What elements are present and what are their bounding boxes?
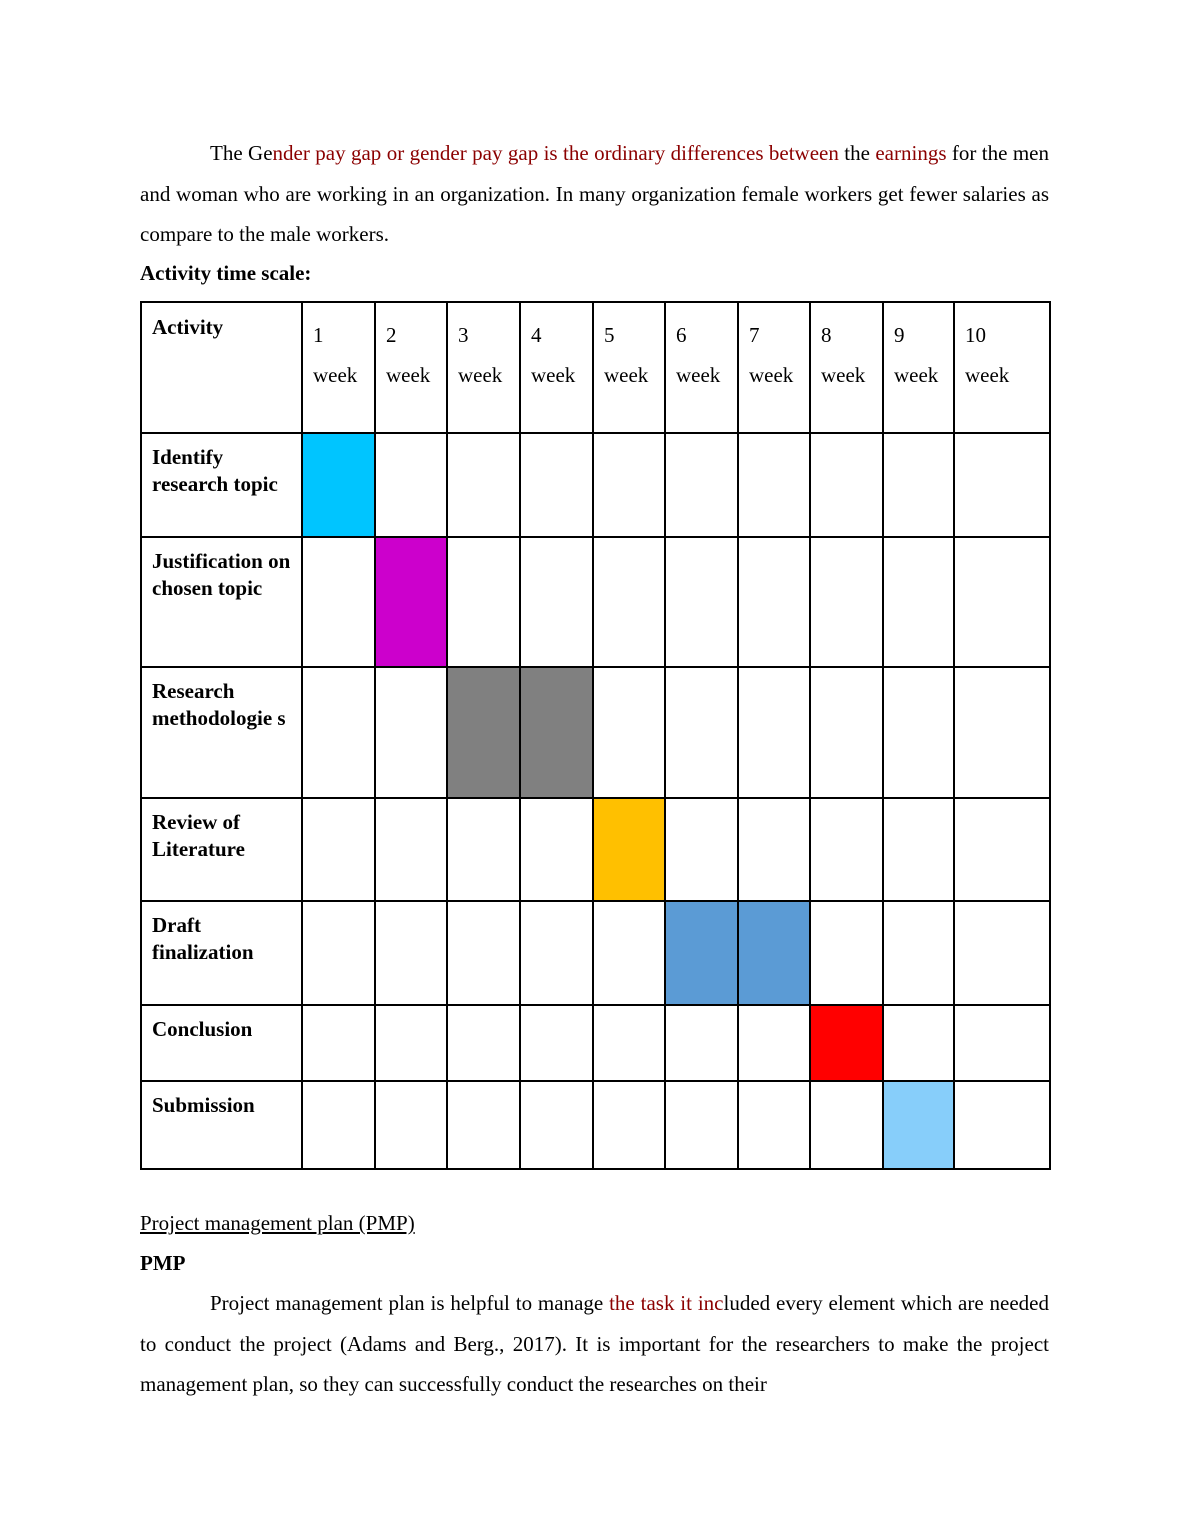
- gantt-empty-cell: [883, 537, 954, 667]
- gantt-empty-cell: [954, 1081, 1050, 1169]
- gantt-empty-cell: [810, 901, 883, 1005]
- week-number: 8: [821, 323, 832, 347]
- activity-name: Justification on chosen topic: [141, 537, 302, 667]
- gantt-empty-cell: [954, 798, 1050, 901]
- week-label: week: [676, 363, 721, 387]
- gantt-empty-cell: [883, 798, 954, 901]
- gantt-empty-cell: [738, 1081, 810, 1169]
- gantt-empty-cell: [954, 667, 1050, 798]
- gantt-empty-cell: [375, 433, 447, 537]
- gantt-bar-cell: [665, 901, 738, 1005]
- activity-name: Research methodologie s: [141, 667, 302, 798]
- week-number: 1: [313, 323, 324, 347]
- gantt-empty-cell: [883, 433, 954, 537]
- gantt-empty-cell: [954, 537, 1050, 667]
- gantt-empty-cell: [302, 1005, 375, 1081]
- gantt-empty-cell: [447, 798, 520, 901]
- activity-name: Submission: [141, 1081, 302, 1169]
- gantt-empty-cell: [593, 667, 665, 798]
- table-row: [141, 1005, 1050, 1081]
- pmp-text-2: luded every element which are needed to conduct the project (Adams and Berg., 2017). It is important for the researchers to make the project management plan, so they can successfully conduct the researches on their: [140, 1291, 1049, 1396]
- gantt-empty-cell: [302, 537, 375, 667]
- week-label: week: [531, 363, 576, 387]
- gantt-empty-cell: [302, 798, 375, 901]
- intro-text-highlight-1: nder pay gap or gender pay gap is the ordinary differences between: [272, 141, 839, 165]
- header-week-8: [810, 302, 883, 433]
- header-week-7: [738, 302, 810, 433]
- gantt-empty-cell: [810, 537, 883, 667]
- gantt-empty-cell: [447, 1081, 520, 1169]
- gantt-empty-cell: [447, 1005, 520, 1081]
- gantt-empty-cell: [665, 433, 738, 537]
- week-label: week: [894, 363, 939, 387]
- pmp-paragraph: [140, 1283, 1049, 1405]
- header-activity: Activity: [141, 302, 302, 433]
- gantt-empty-cell: [593, 537, 665, 667]
- gantt-bar-cell: [738, 901, 810, 1005]
- gantt-empty-cell: [447, 537, 520, 667]
- gantt-empty-cell: [302, 667, 375, 798]
- gantt-empty-cell: [883, 1005, 954, 1081]
- header-week-5: [593, 302, 665, 433]
- intro-text-1: The Ge: [210, 141, 273, 165]
- pmp-section: [140, 1203, 1049, 1405]
- table-row: [141, 901, 1050, 1005]
- week-number: 6: [676, 323, 687, 347]
- table-row: [141, 667, 1050, 798]
- gantt-empty-cell: [665, 798, 738, 901]
- week-number: 3: [458, 323, 469, 347]
- gantt-empty-cell: [375, 798, 447, 901]
- pmp-text-1: Project management plan is helpful to manage: [210, 1291, 610, 1315]
- gantt-bar-cell: [520, 667, 593, 798]
- gantt-empty-cell: [954, 1005, 1050, 1081]
- gantt-empty-cell: [375, 1081, 447, 1169]
- gantt-bar-cell: [375, 537, 447, 667]
- gantt-empty-cell: [520, 1005, 593, 1081]
- intro-paragraph: [140, 133, 1049, 255]
- gantt-empty-cell: [883, 667, 954, 798]
- gantt-empty-cell: [520, 537, 593, 667]
- activity-name: Draft finalization: [141, 901, 302, 1005]
- header-week-3: [447, 302, 520, 433]
- gantt-empty-cell: [593, 1081, 665, 1169]
- week-number: 7: [749, 323, 760, 347]
- week-label: week: [386, 363, 431, 387]
- gantt-empty-cell: [375, 667, 447, 798]
- gantt-empty-cell: [954, 901, 1050, 1005]
- gantt-empty-cell: [738, 537, 810, 667]
- gantt-empty-cell: [954, 433, 1050, 537]
- gantt-bar-cell: [447, 667, 520, 798]
- week-label: week: [604, 363, 649, 387]
- week-number: 10: [965, 323, 986, 347]
- gantt-bar-cell: [593, 798, 665, 901]
- gantt-empty-cell: [302, 901, 375, 1005]
- gantt-empty-cell: [883, 901, 954, 1005]
- week-label: week: [749, 363, 794, 387]
- intro-text-3: for the men and woman who are working in an organization. In many organization female workers get fewer salaries as compare to the male workers.: [140, 141, 1050, 246]
- gantt-empty-cell: [665, 667, 738, 798]
- gantt-empty-cell: [665, 1005, 738, 1081]
- table-header-row: [141, 302, 1050, 433]
- gantt-empty-cell: [447, 901, 520, 1005]
- pmp-heading: PMP: [140, 1251, 186, 1275]
- week-number: 4: [531, 323, 542, 347]
- intro-text-highlight-2: earnings: [875, 141, 947, 165]
- week-label: week: [965, 363, 1010, 387]
- gantt-empty-cell: [520, 1081, 593, 1169]
- gantt-empty-cell: [593, 901, 665, 1005]
- week-number: 9: [894, 323, 905, 347]
- activity-name: Conclusion: [141, 1005, 302, 1081]
- header-week-6: [665, 302, 738, 433]
- week-number: 2: [386, 323, 397, 347]
- activity-name: Identify research topic: [141, 433, 302, 537]
- header-week-10: [954, 302, 1050, 433]
- gantt-empty-cell: [375, 901, 447, 1005]
- week-label: week: [313, 363, 358, 387]
- header-week-1: [302, 302, 375, 433]
- gantt-empty-cell: [738, 667, 810, 798]
- table-row: [141, 798, 1050, 901]
- header-week-9: [883, 302, 954, 433]
- table-row: [141, 537, 1050, 667]
- pmp-link[interactable]: Project management plan (PMP): [140, 1211, 415, 1235]
- gantt-empty-cell: [810, 433, 883, 537]
- gantt-bar-cell: [883, 1081, 954, 1169]
- gantt-empty-cell: [810, 667, 883, 798]
- timescale-heading: Activity time scale:: [140, 260, 312, 285]
- table-row: [141, 1081, 1050, 1169]
- gantt-bar-cell: [302, 433, 375, 537]
- gantt-empty-cell: [738, 798, 810, 901]
- week-number: 5: [604, 323, 615, 347]
- intro-text-2: the: [838, 141, 876, 165]
- gantt-bar-cell: [810, 1005, 883, 1081]
- activity-name: Review of Literature: [141, 798, 302, 901]
- gantt-empty-cell: [738, 433, 810, 537]
- gantt-empty-cell: [665, 1081, 738, 1169]
- table-row: [141, 433, 1050, 537]
- gantt-empty-cell: [520, 433, 593, 537]
- gantt-empty-cell: [593, 1005, 665, 1081]
- gantt-empty-cell: [738, 1005, 810, 1081]
- week-label: week: [458, 363, 503, 387]
- header-week-4: [520, 302, 593, 433]
- gantt-empty-cell: [375, 1005, 447, 1081]
- activity-timescale-table: [140, 301, 1051, 1170]
- header-week-2: [375, 302, 447, 433]
- gantt-empty-cell: [810, 798, 883, 901]
- gantt-empty-cell: [520, 901, 593, 1005]
- week-label: week: [821, 363, 866, 387]
- pmp-text-highlight: the task it inc: [609, 1291, 724, 1315]
- gantt-empty-cell: [302, 1081, 375, 1169]
- gantt-empty-cell: [520, 798, 593, 901]
- gantt-empty-cell: [447, 433, 520, 537]
- document-page: [140, 133, 1049, 293]
- gantt-empty-cell: [665, 537, 738, 667]
- pmp-link-line: [140, 1203, 1049, 1243]
- gantt-empty-cell: [593, 433, 665, 537]
- gantt-empty-cell: [810, 1081, 883, 1169]
